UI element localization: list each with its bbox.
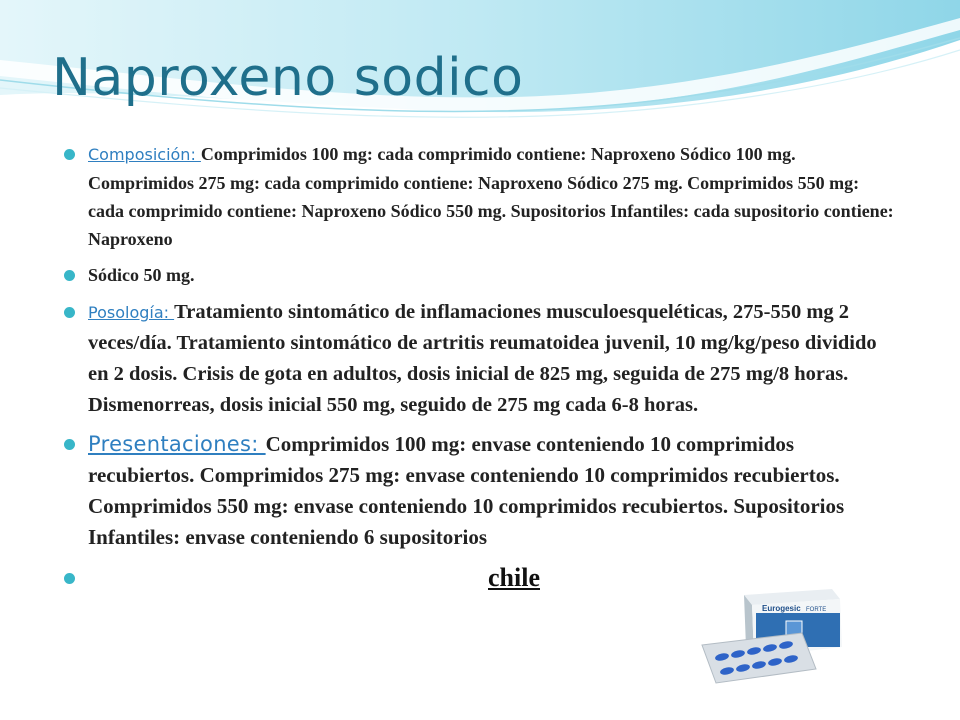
bullet-dot-icon <box>64 573 75 584</box>
bullet-posologia <box>64 297 894 421</box>
product-box-image <box>682 585 856 685</box>
bullet-presentaciones <box>64 429 894 553</box>
box-brand-label: Eurogesic <box>762 604 801 613</box>
chile-link[interactable]: chile <box>488 563 540 592</box>
posologia-link[interactable]: Posología: <box>88 303 175 322</box>
bullet-dot-icon <box>64 149 75 160</box>
bullet-dot-icon <box>64 307 75 318</box>
presentaciones-text: Comprimidos 100 mg: envase conteniendo 10 comprimidos recubiertos. Comprimidos 275 mg: envase conteniendo 10 comprimidos recubiertos. Comprimidos 550 mg: envase conteniendo 10 comprimidos recubiertos. Supositorios Infantiles: envase conteniendo 6 supositorios <box>88 432 845 549</box>
sodico-text: Sódico 50 mg. <box>88 265 195 285</box>
presentaciones-link[interactable]: Presentaciones: <box>88 432 266 456</box>
composicion-text: Comprimidos 100 mg: cada comprimido contiene: Naproxeno Sódico 100 mg. Comprimidos 275 mg: cada comprimido contiene: Naproxeno Sódico 275 mg. Comprimidos 550 mg: cada comprimido contiene: Naproxeno Sódico 550 mg. Supositorios Infantiles: cada supositorio contiene: Naproxeno <box>88 144 894 249</box>
bullet-dot-icon <box>64 439 75 450</box>
composicion-link[interactable]: Composición: <box>88 145 201 164</box>
bullet-composicion <box>64 140 894 253</box>
bullet-dot-icon <box>64 270 75 281</box>
box-variant-label: FORTE <box>806 607 827 613</box>
posologia-text: Tratamiento sintomático de inflamaciones musculoesqueléticas, 275-550 mg 2 veces/día. Tratamiento sintomático de artritis reumatoidea juvenil, 10 mg/kg/peso dividido en 2 dosis. Crisis de gota en adultos, dosis inicial de 825 mg, seguida de 275 mg/8 horas. Dismenorreas, dosis inicial 550 mg, seguido de 275 mg cada 6-8 horas. <box>88 301 877 416</box>
bullet-list <box>64 140 894 603</box>
slide-title: Naproxeno sodico <box>52 48 524 108</box>
bullet-sodico <box>64 261 894 289</box>
